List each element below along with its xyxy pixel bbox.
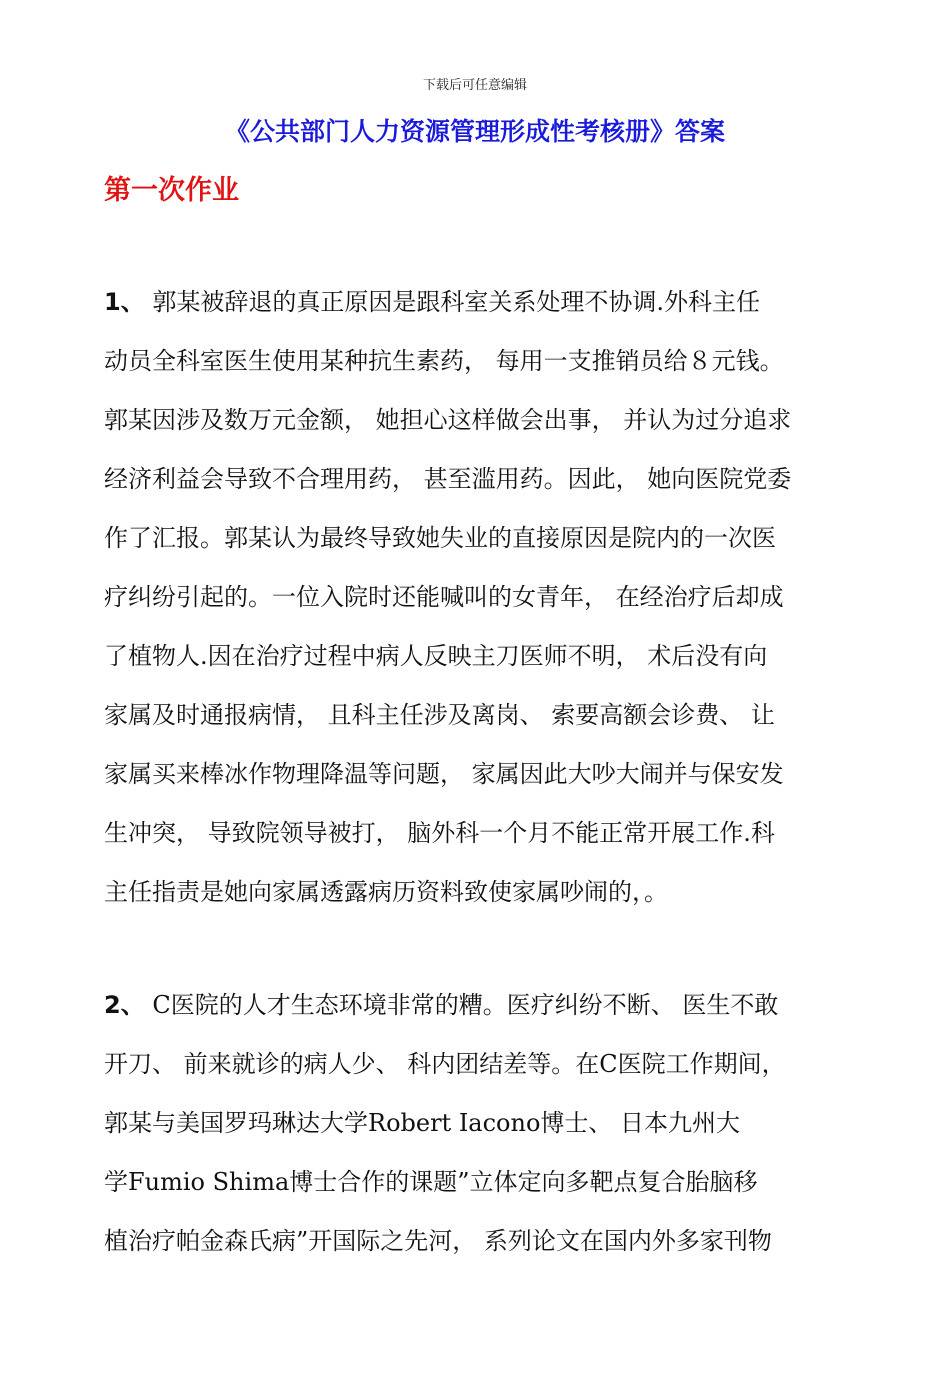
paragraph-line: 疗纠纷引起的。一位入院时还能喊叫的女青年， 在经治疗后却成 (104, 583, 784, 611)
answer-paragraph-2 (104, 976, 864, 1271)
line-text: C医院的人才生态环境非常的糟。医疗纠纷不断、 医生不敢 (144, 991, 779, 1019)
paragraph-line: 家属买来棒冰作物理降温等问题， 家属因此大吵大闹并与保安发 (104, 760, 784, 788)
paragraph-line: 郭某因涉及数万元金额， 她担心这样做会出事， 并认为过分追求 (104, 406, 792, 434)
answer-number: 1、 (104, 288, 145, 316)
paragraph-line: 动员全科室医生使用某种抗生素药， 每用一支推销员给８元钱。 (104, 347, 784, 375)
paragraph-line: 生冲突， 导致院领导被打， 脑外科一个月不能正常开展工作.科 (104, 819, 775, 847)
paragraph-line: 开刀、 前来就诊的病人少、 科内团结差等。在C医院工作期间， (104, 1050, 786, 1078)
answer-paragraph-1 (104, 273, 864, 922)
paragraph-line: 学Fumio Shima博士合作的课题”立体定向多靶点复合胎脑移 (104, 1168, 758, 1196)
paragraph-line: 郭某与美国罗玛琳达大学Robert Iacono博士、 日本九州大 (104, 1109, 741, 1137)
answer-number: 2、 (104, 991, 145, 1019)
paragraph-line (104, 273, 864, 332)
paragraph-line (104, 976, 864, 1035)
paragraph-line: 主任指责是她向家属透露病历资料致使家属吵闹的，。 (104, 878, 668, 906)
paragraph-line: 经济利益会导致不合理用药， 甚至滥用药。因此， 她向医院党委 (104, 465, 792, 493)
line-text: 郭某被辞退的真正原因是跟科室关系处理不协调.外科主任 (144, 288, 760, 316)
header-note: 下载后可任意编辑 (422, 78, 527, 93)
paragraph-line: 家属及时通报病情， 且科主任涉及离岗、 索要高额会诊费、 让 (104, 701, 775, 729)
paragraph-line: 了植物人.因在治疗过程中病人反映主刀医师不明， 术后没有向 (104, 642, 768, 670)
section-heading: 第一次作业 (104, 175, 239, 206)
paragraph-line: 植治疗帕金森氏病”开国际之先河， 系列论文在国内外多家刊物 (104, 1227, 772, 1255)
document-title: 《公共部门人力资源管理形成性考核册》答案 (224, 117, 725, 146)
paragraph-line: 作了汇报。郭某认为最终导致她失业的直接原因是院内的一次医 (104, 524, 776, 552)
